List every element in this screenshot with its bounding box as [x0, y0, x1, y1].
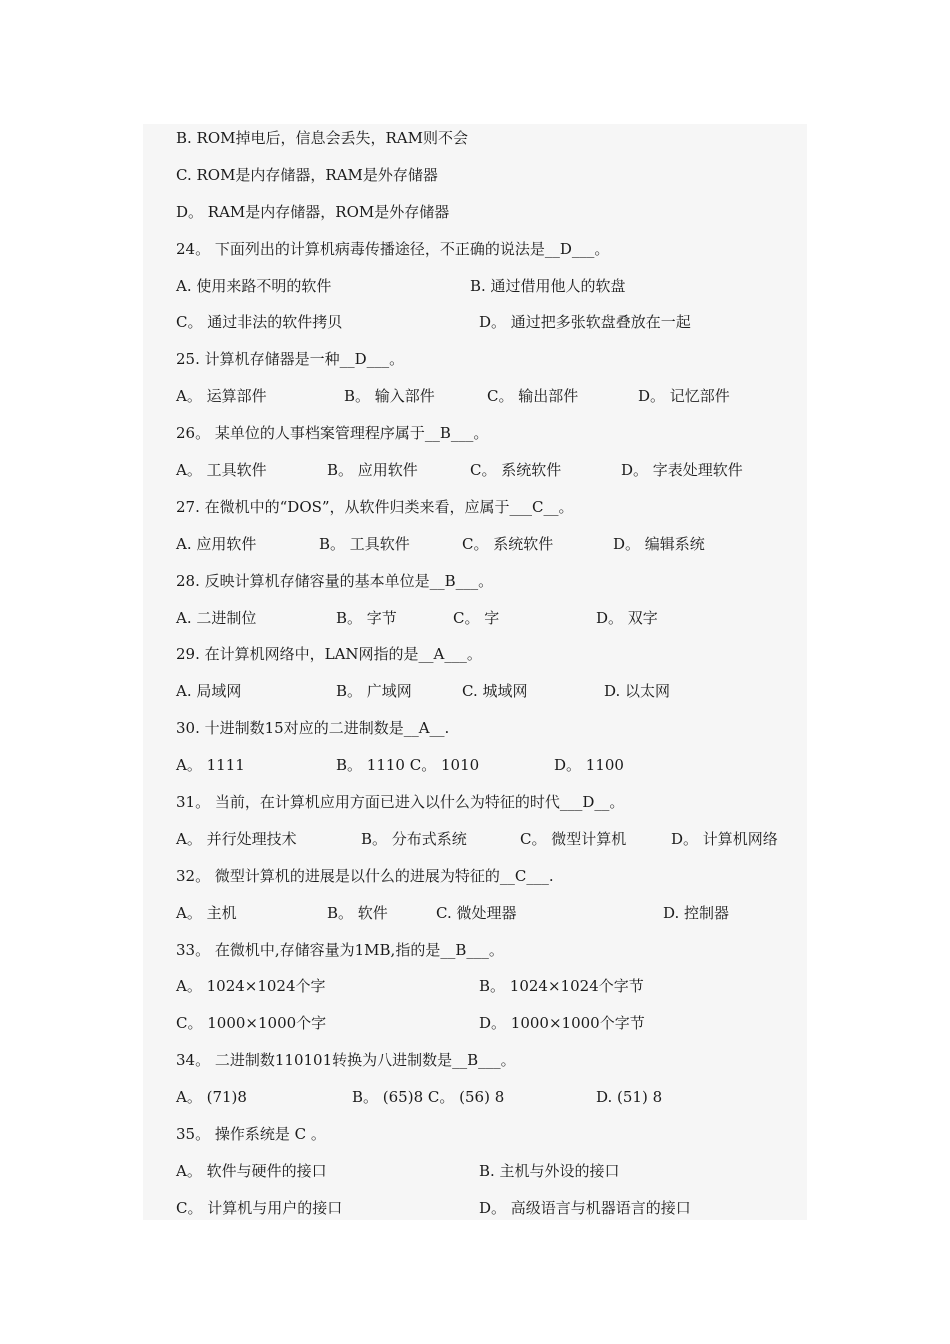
- option-line: [176, 972, 806, 1009]
- option-d: D。 编辑系统: [613, 534, 705, 553]
- option-c: C。 字: [453, 608, 500, 627]
- document-body: [176, 124, 806, 1231]
- question-31: [176, 788, 806, 825]
- question-text: 30. 十进制数15对应的二进制数是__A__.: [176, 719, 450, 738]
- question-text: 32。 微型计算机的进展是以什么的进展为特征的__C___.: [176, 866, 554, 885]
- option-d: D. 以太网: [604, 682, 671, 701]
- question-30: [176, 714, 806, 751]
- option-line: [176, 1157, 806, 1194]
- option-c: C。 微型计算机: [520, 829, 627, 848]
- option-line: [176, 272, 806, 309]
- option-line: [176, 1194, 806, 1231]
- option-d: D。 1000×1000个字节: [479, 1014, 645, 1033]
- option-d: D. 控制器: [663, 903, 730, 922]
- option-b: B。 应用软件: [327, 461, 418, 480]
- option-b: B。 软件: [327, 903, 388, 922]
- option-c: C。 计算机与用户的接口: [176, 1198, 343, 1217]
- option-d: D。 字表处理软件: [621, 461, 743, 480]
- question-text: 34。 二进制数110101转换为八进制数是__B___。: [176, 1051, 516, 1070]
- option-c: C. 城域网: [462, 682, 528, 701]
- option-a: A. 应用软件: [176, 534, 257, 553]
- option-a: A。 1111: [176, 756, 245, 775]
- option-b: B。 1024×1024个字节: [479, 977, 644, 996]
- option-line: [176, 456, 806, 493]
- question-text: 24。 下面列出的计算机病毒传播途径，不正确的说法是__D___。: [176, 239, 610, 258]
- option-b-c: B。 1110 C。 1010: [336, 756, 480, 775]
- question-text: 35。 操作系统是 C 。: [176, 1125, 326, 1144]
- option-d: D。 通过把多张软盘叠放在一起: [479, 313, 691, 332]
- option-line: [176, 751, 806, 788]
- option-d: D。 计算机网络: [671, 829, 778, 848]
- option-d: D. (51) 8: [596, 1088, 663, 1107]
- option-d: D。 1100: [554, 756, 624, 775]
- question-27: [176, 493, 806, 530]
- question-text: 27. 在微机中的“DOS”，从软件归类来看，应属于___C__。: [176, 497, 574, 516]
- option-line: [176, 308, 806, 345]
- text-line: [176, 198, 806, 235]
- option-a: A。 (71)8: [176, 1088, 247, 1107]
- option-a: A。 工具软件: [176, 461, 267, 480]
- option-b: B。 字节: [336, 608, 397, 627]
- option-c: C. 微处理器: [436, 903, 517, 922]
- text-segment: D。 RAM是内存储器，ROM是外存储器: [176, 202, 450, 221]
- question-text: 28. 反映计算机存储容量的基本单位是__B___。: [176, 571, 494, 590]
- option-b: B. 通过借用他人的软盘: [470, 276, 626, 295]
- option-c: C。 系统软件: [462, 534, 554, 553]
- question-text: 26。 某单位的人事档案管理程序属于__B___。: [176, 424, 489, 443]
- option-a: A。 软件与硬件的接口: [176, 1161, 327, 1180]
- option-a: A. 局域网: [176, 682, 242, 701]
- option-a: A。 1024×1024个字: [176, 977, 326, 996]
- option-b: B. 主机与外设的接口: [479, 1161, 620, 1180]
- option-a: A。 运算部件: [176, 387, 267, 406]
- option-line: [176, 530, 806, 567]
- option-c: C。 系统软件: [470, 461, 562, 480]
- question-33: [176, 936, 806, 973]
- question-29: [176, 640, 806, 677]
- option-b: B。 分布式系统: [361, 829, 467, 848]
- question-35: [176, 1120, 806, 1157]
- option-b: B。 广域网: [336, 682, 412, 701]
- text-line: [176, 161, 806, 198]
- option-line: [176, 899, 806, 936]
- question-text: 25. 计算机存储器是一种__D___。: [176, 350, 405, 369]
- option-c: C。 通过非法的软件拷贝: [176, 313, 343, 332]
- option-line: [176, 382, 806, 419]
- option-d: D。 双字: [596, 608, 658, 627]
- option-b-c: B。 (65)8 C。 (56) 8: [352, 1088, 505, 1107]
- option-b: B。 工具软件: [319, 534, 410, 553]
- question-24: [176, 235, 806, 272]
- question-25: [176, 345, 806, 382]
- option-d: D。 记忆部件: [638, 387, 730, 406]
- question-26: [176, 419, 806, 456]
- option-line: [176, 825, 806, 862]
- option-a: A. 使用来路不明的软件: [176, 276, 332, 295]
- option-line: [176, 1009, 806, 1046]
- option-d: D。 高级语言与机器语言的接口: [479, 1198, 691, 1217]
- option-b: B。 输入部件: [344, 387, 435, 406]
- question-text: 33。 在微机中,存储容量为1MB,指的是__B___。: [176, 940, 504, 959]
- text-line: [176, 124, 806, 161]
- option-c: C。 输出部件: [487, 387, 579, 406]
- option-a: A。 主机: [176, 903, 237, 922]
- text-segment: B. ROM掉电后，信息会丢失，RAM则不会: [176, 129, 468, 147]
- question-text: 31。 当前，在计算机应用方面已进入以什么为特征的时代___D__。: [176, 793, 625, 812]
- option-c: C。 1000×1000个字: [176, 1014, 327, 1033]
- option-line: [176, 677, 806, 714]
- question-text: 29. 在计算机网络中，LAN网指的是__A___。: [176, 645, 482, 664]
- question-34: [176, 1046, 806, 1083]
- option-a: A。 并行处理技术: [176, 829, 297, 848]
- question-32: [176, 862, 806, 899]
- option-line: [176, 1083, 806, 1120]
- option-line: [176, 604, 806, 641]
- question-28: [176, 567, 806, 604]
- option-a: A. 二进制位: [176, 608, 257, 627]
- text-segment: C. ROM是内存储器，RAM是外存储器: [176, 165, 438, 184]
